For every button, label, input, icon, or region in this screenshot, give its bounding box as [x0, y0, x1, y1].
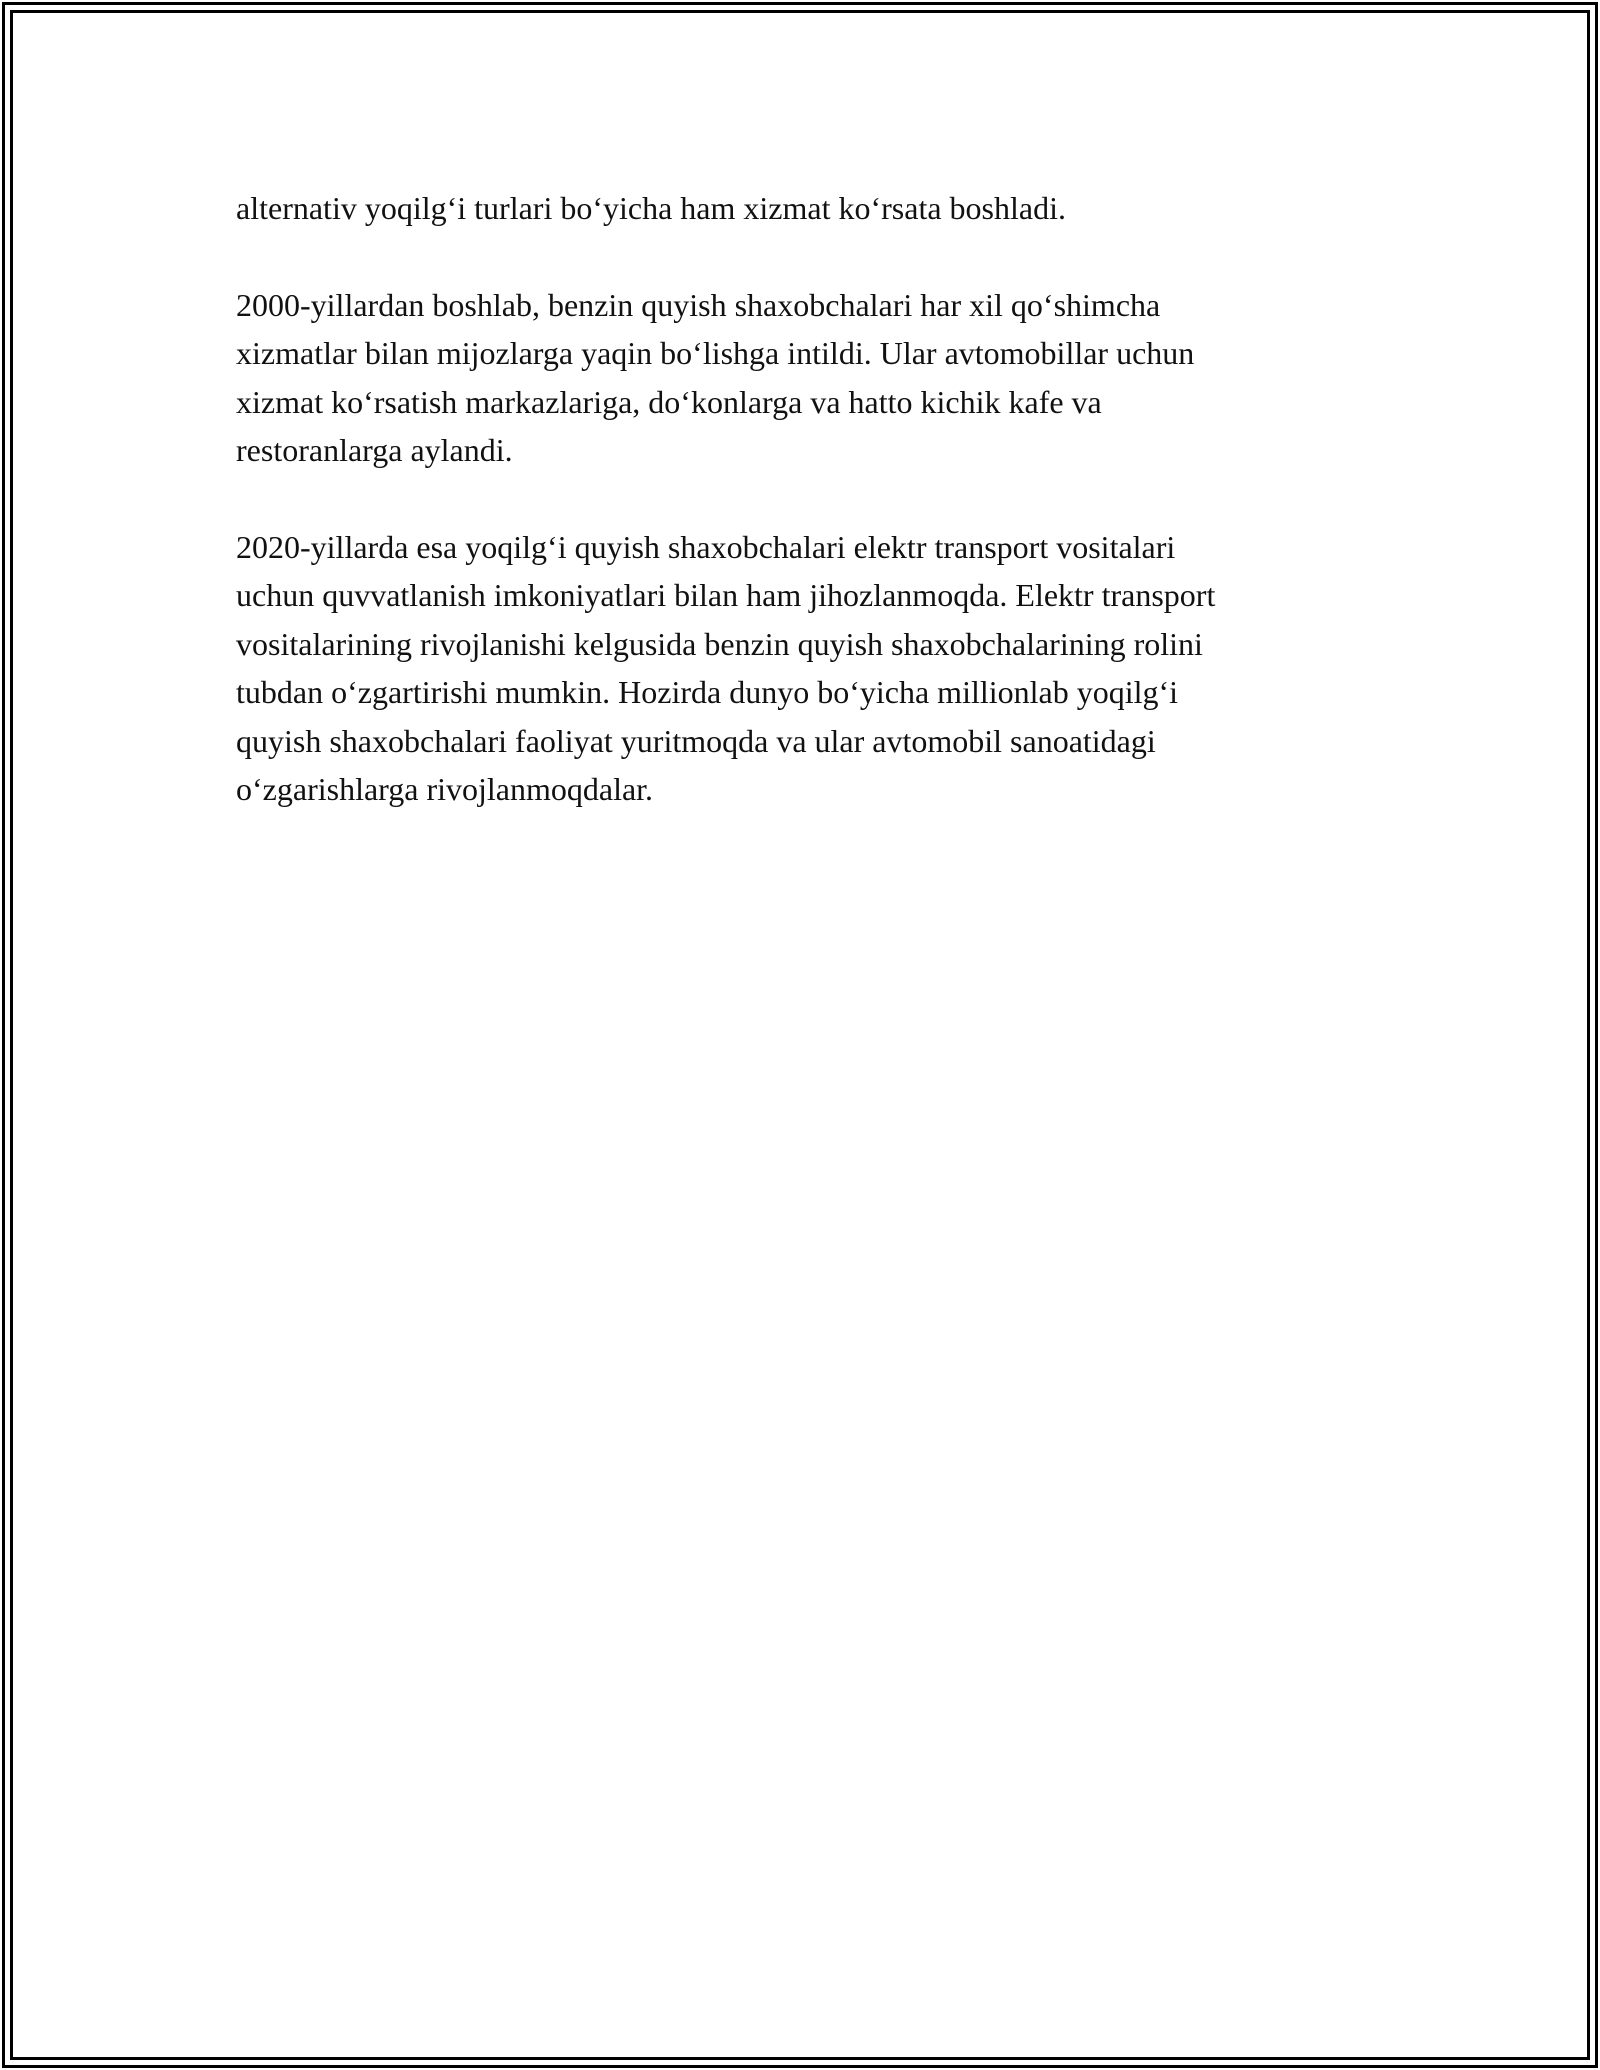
text-line: quyish shaxobchalari faoliyat yuritmoqda va ular avtomobil sanoatidagi — [236, 722, 1156, 759]
text-line: xizmatlar bilan mijozlarga yaqin bo‘lishga intildi. Ular avtomobillar uchun — [236, 335, 1195, 371]
text-line: vositalarining rivojlanishi kelgusida benzin quyish shaxobchalarining rolini — [236, 625, 1203, 662]
paragraph-2 — [236, 281, 1376, 475]
text-line: tubdan o‘zgartirishi mumkin. Hozirda dunyo bo‘yicha millionlab yoqilg‘i — [236, 674, 1179, 710]
text-line: 2020-yillarda esa yoqilg‘i quyish shaxobchalari elektr transport vositalari — [236, 528, 1176, 565]
text-line: o‘zgarishlarga rivojlanmoqdalar. — [236, 771, 654, 807]
text-line: alternativ yoqilg‘i turlari bo‘yicha ham xizmat ko‘rsata boshladi. — [236, 190, 1066, 226]
document-body — [236, 184, 1376, 862]
paragraph-1 — [236, 184, 1376, 233]
text-line: restoranlarga aylandi. — [236, 432, 513, 468]
text-line: 2000-yillardan boshlab, benzin quyish shaxobchalari har xil qo‘shimcha — [236, 286, 1161, 323]
text-line: uchun quvvatlanish imkoniyatlari bilan ham jihozlanmoqda. Elektr transport — [236, 577, 1216, 613]
text-line: xizmat ko‘rsatish markazlariga, do‘konlarga va hatto kichik kafe va — [236, 383, 1102, 420]
paragraph-3 — [236, 523, 1376, 814]
